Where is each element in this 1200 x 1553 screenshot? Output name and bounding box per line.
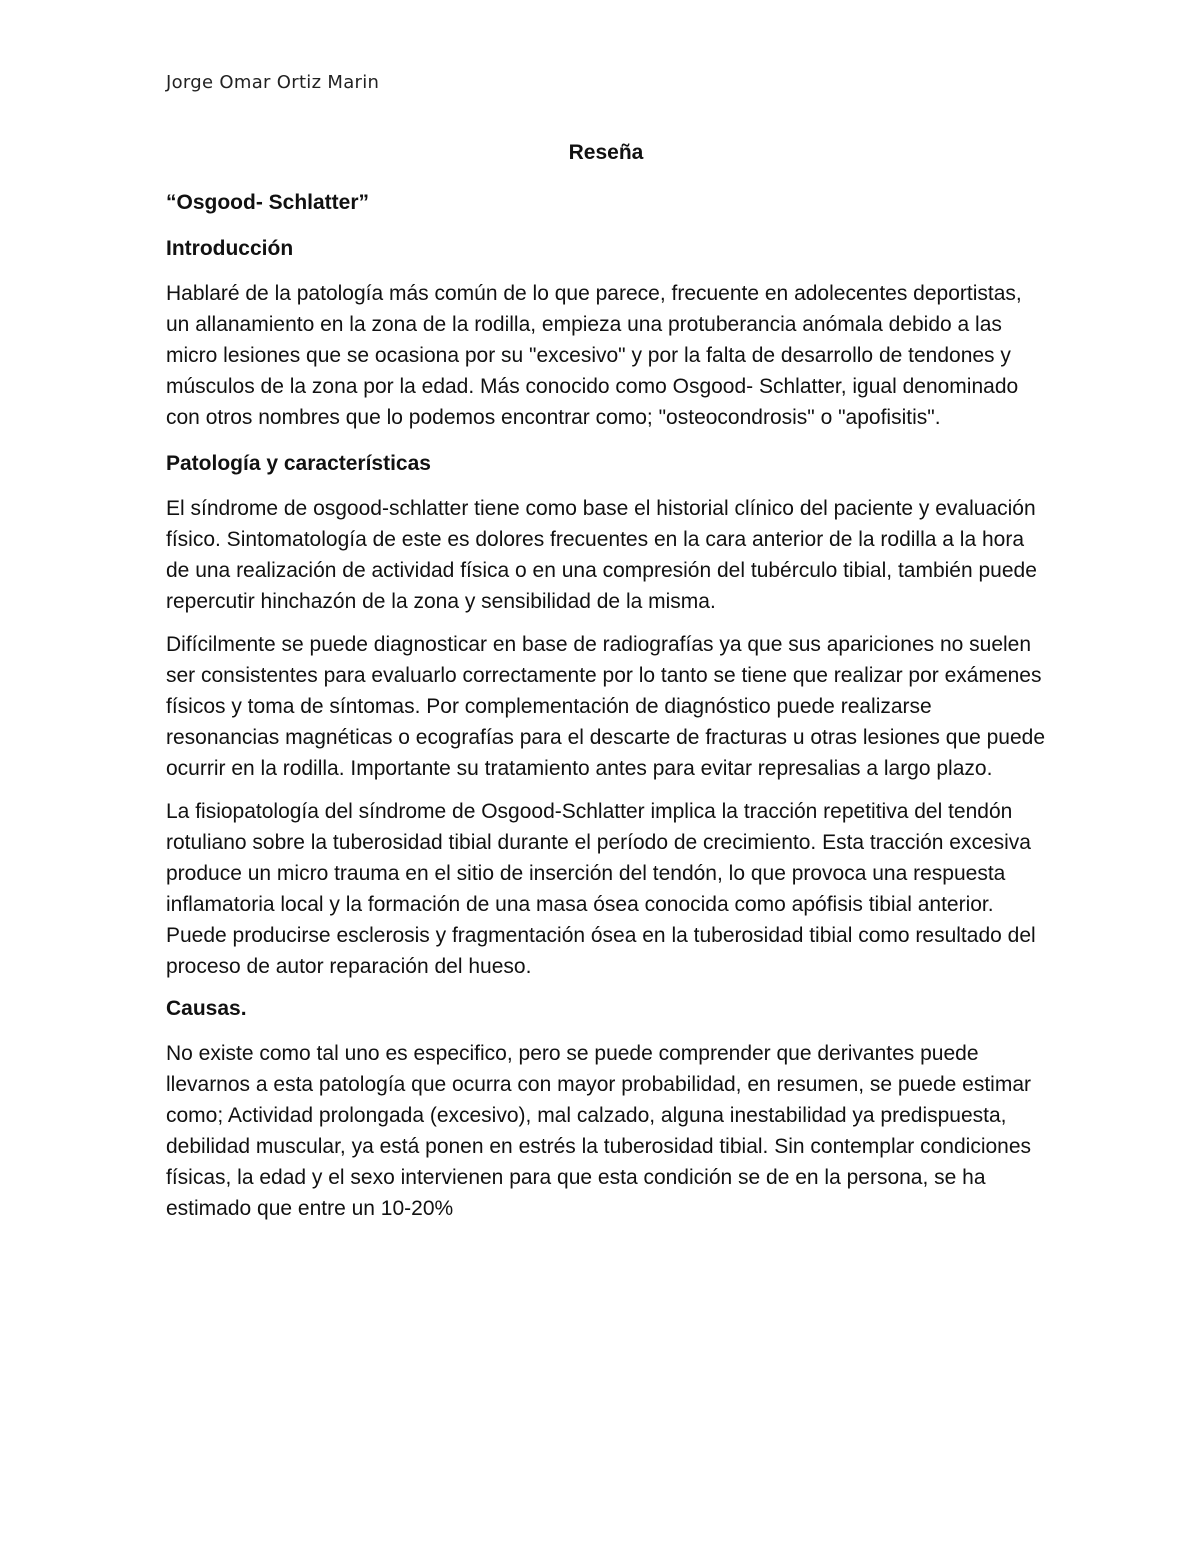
paragraph-causas: No existe como tal uno es especifico, pero se puede comprender que derivantes puede llevarnos a esta patología que ocurra con mayor probabilidad, en resumen, se puede estimar como; Actividad prolongada (excesivo), mal calzado, alguna inestabilidad ya predispuesta, debilidad muscular, ya está ponen en estrés la tuberosidad tibial. Sin contemplar condiciones físicas, la edad y el sexo intervienen para que esta condición se de en la persona, se ha estimado que entre un 10-20% xyxy=(166,1042,1032,1220)
author-header: Jorge Omar Ortiz Marin xyxy=(166,72,380,93)
paragraph-patologia-2: Difícilmente se puede diagnosticar en base de radiografías ya que sus apariciones no suelen ser consistentes para evaluarlo correctamente por lo tanto se tiene que realizar por exámenes físicos y toma de síntomas. Por complementación de diagnóstico puede realizarse resonancias magnéticas o ecografías para el descarte de fracturas u otras lesiones que puede ocurrir en la rodilla. Importante su tratamiento antes para evitar represalias a largo plazo. xyxy=(166,633,1046,780)
document-body xyxy=(166,138,1046,1240)
paragraph-introduccion: Hablaré de la patología más común de lo que parece, frecuente en adolecentes deportistas, un allanamiento en la zona de la rodilla, empieza una protuberancia anómala debido a las micro lesiones que se ocasiona por su "excesivo" y por la falta de desarrollo de tendones y músculos de la zona por la edad. Más conocido como Osgood- Schlatter, igual denominado con otros nombres que lo podemos encontrar como; "osteocondrosis" o "apofisitis". xyxy=(166,282,1022,429)
document-title: Reseña xyxy=(568,141,644,164)
section-heading-causas: Causas. xyxy=(166,997,247,1020)
paragraph-patologia-3: La fisiopatología del síndrome de Osgood-Schlatter implica la tracción repetitiva del tendón rotuliano sobre la tuberosidad tibial durante el período de crecimiento. Esta tracción excesiva produce un micro trauma en el sitio de inserción del tendón, lo que provoca una respuesta inflamatoria local y la formación de una masa ósea conocida como apófisis tibial anterior. Puede producirse esclerosis y fragmentación ósea en la tuberosidad tibial como resultado del proceso de autor reparación del hueso. xyxy=(166,800,1036,978)
document-subtitle: “Osgood- Schlatter” xyxy=(166,191,370,214)
paragraph-patologia-1: El síndrome de osgood-schlatter tiene como base el historial clínico del paciente y evaluación físico. Sintomatología de este es dolores frecuentes en la cara anterior de la rodilla a la hora de una realización de actividad física o en una compresión del tubérculo tibial, también puede repercutir hinchazón de la zona y sensibilidad de la misma. xyxy=(166,497,1037,613)
section-heading-patologia: Patología y características xyxy=(166,452,431,475)
section-heading-introduccion: Introducción xyxy=(166,237,294,260)
